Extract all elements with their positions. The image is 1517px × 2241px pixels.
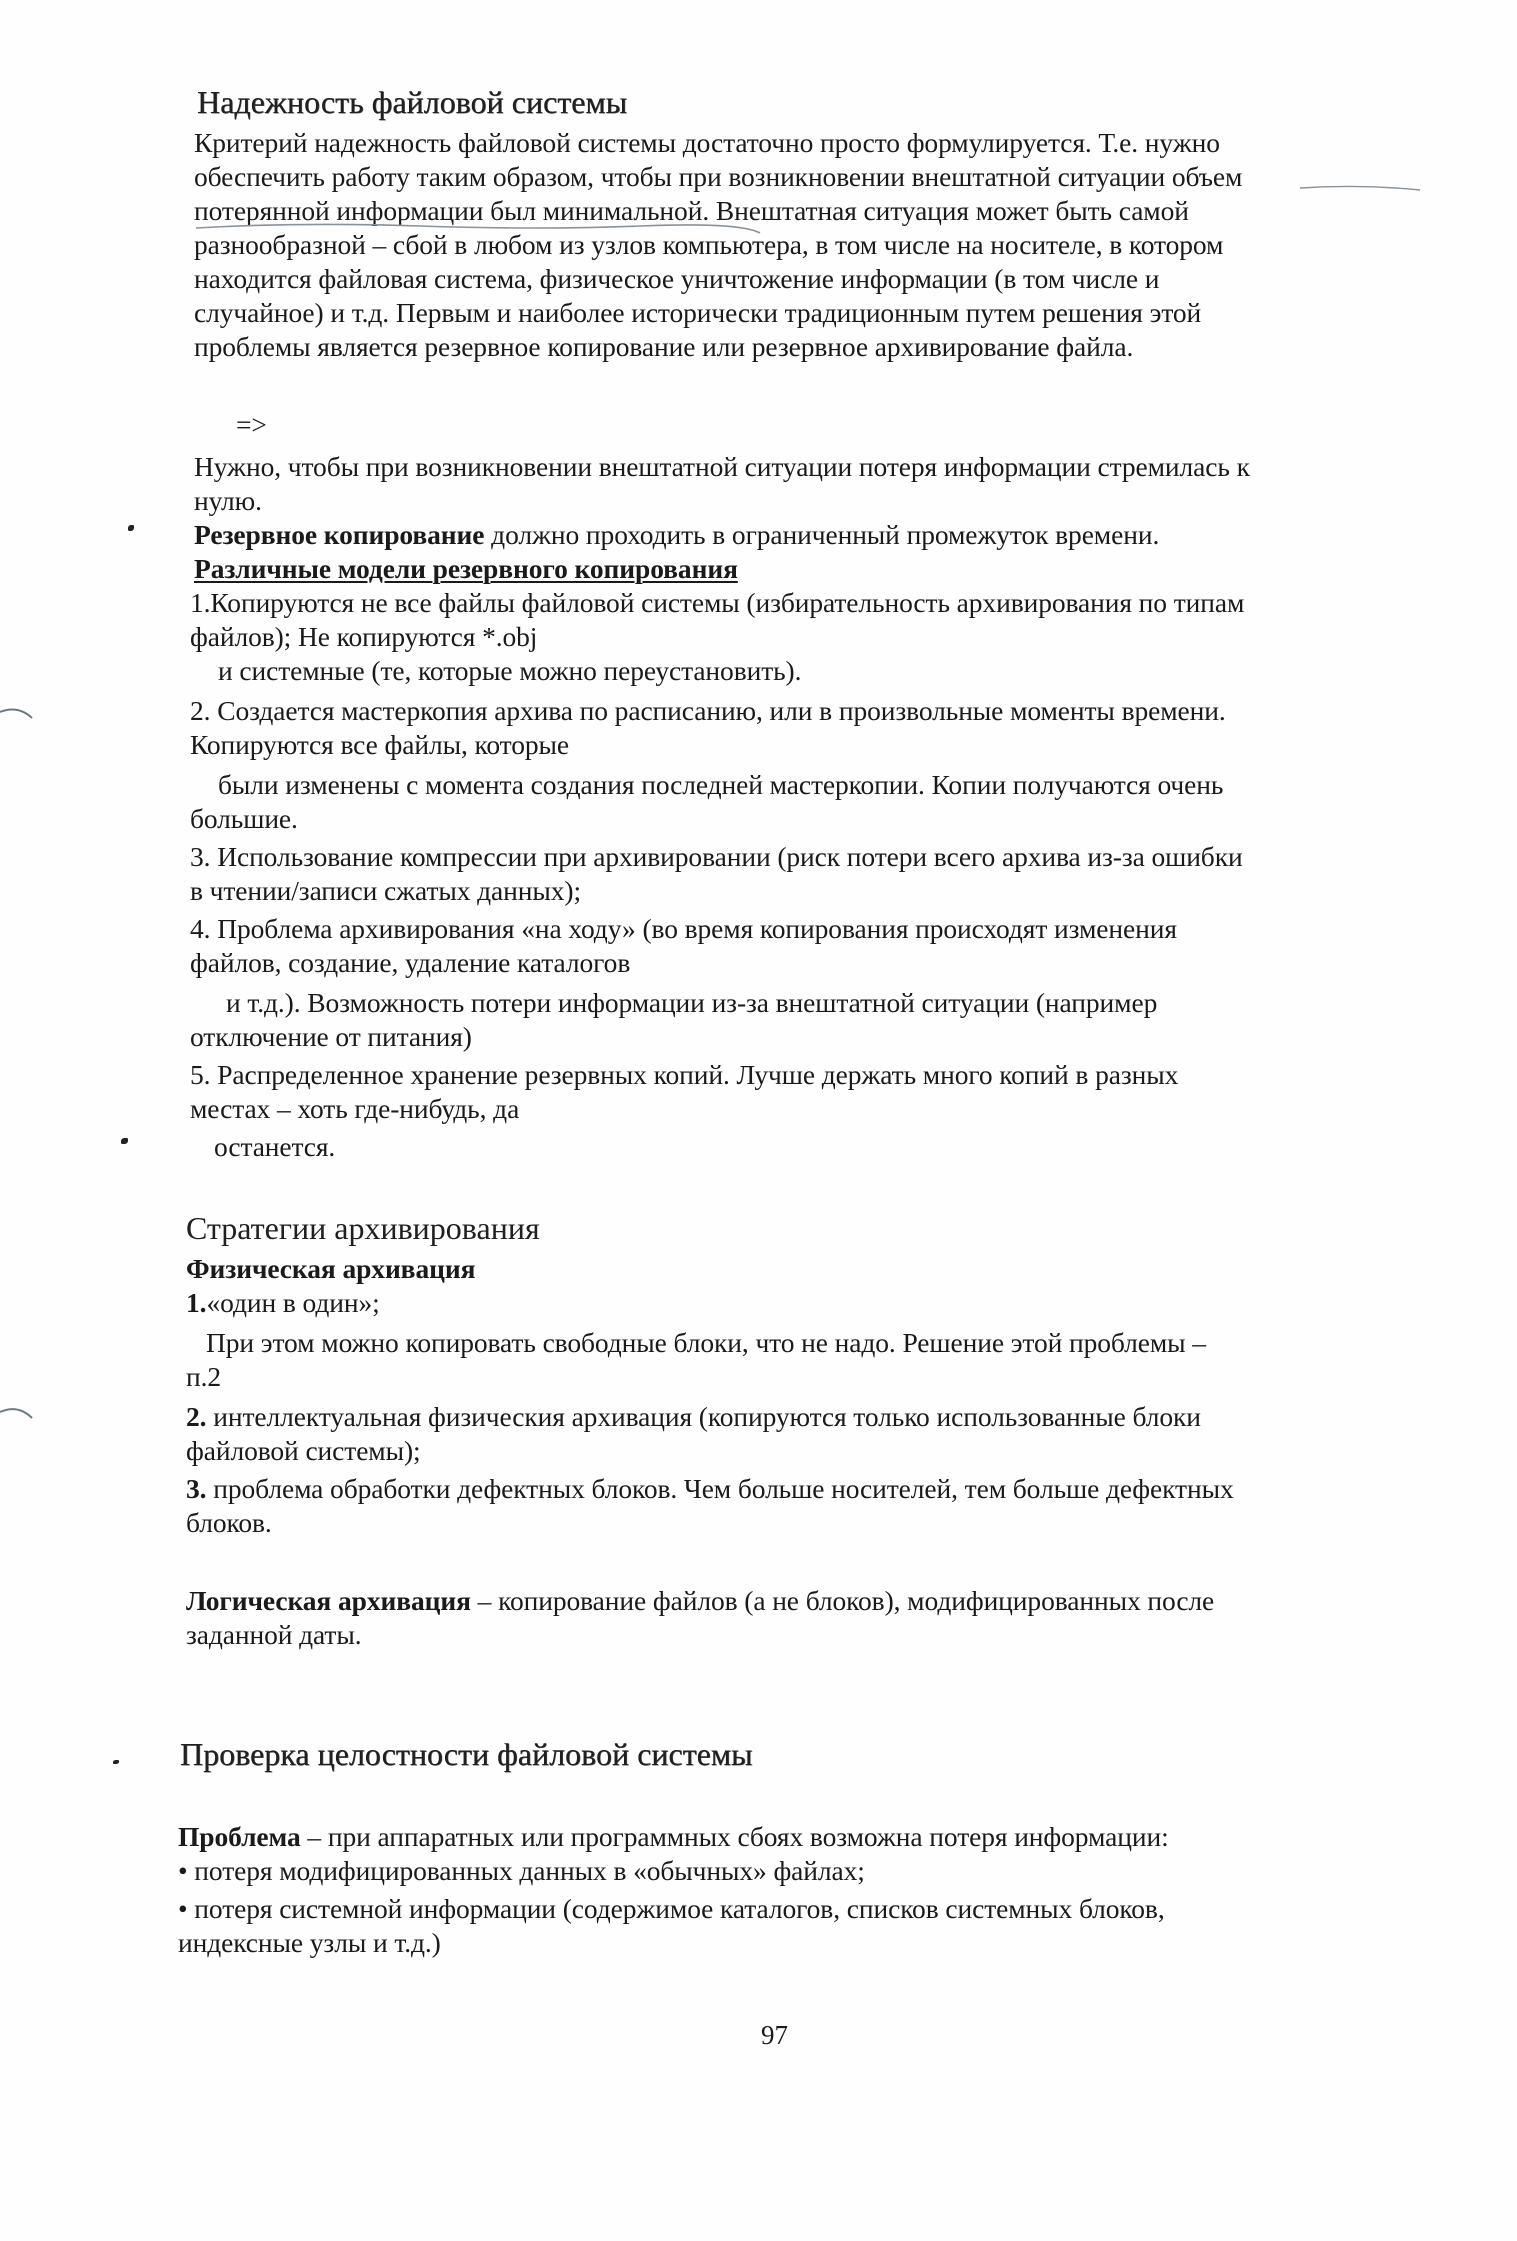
paragraph-line: потерянной информации был минимальной. Внештатная ситуация может быть самой	[194, 195, 1189, 226]
list-item: и т.д.). Возможность потери информации из-за внештатной ситуации (например	[226, 987, 1158, 1018]
strategy-item-2	[186, 1400, 1201, 1434]
physical-heading-text: Физическая архивация	[186, 1253, 476, 1284]
list-item: были изменены с момента создания последней мастеркопии. Копии получаются очень	[218, 769, 1224, 800]
list-item: файлов, создание, удаление каталогов	[190, 947, 631, 978]
backup-text: должно проходить в ограниченный промежуток времени.	[484, 519, 1160, 550]
hole-punch-curve	[0, 1409, 32, 1418]
backup-statement	[194, 518, 1159, 552]
hole-punch-curve	[0, 710, 32, 718]
list-item: местах – хоть где-нибудь, да	[190, 1093, 520, 1124]
strategy-item-3	[186, 1472, 1234, 1506]
list-item: Копируются все файлы, которые	[190, 729, 569, 760]
logical-archiving	[186, 1584, 1214, 1618]
list-item: в чтении/записи сжатых данных);	[190, 875, 582, 906]
strategy-item-2-cont: файловой системы);	[186, 1435, 421, 1466]
problem-text: – при аппаратных или программных сбоях возможна потеря информации:	[300, 1821, 1169, 1852]
strategy-note: При этом можно копировать свободные блоки, что не надо. Решение этой проблемы –	[206, 1327, 1206, 1358]
bullet-item-cont: индексные узлы и т.д.)	[178, 1927, 441, 1958]
paragraph-line: проблемы является резервное копирование или резервное архивирование файла.	[194, 331, 1134, 362]
paragraph-line: разнообразной – сбой в любом из узлов компьютера, в том числе на носителе, в котором	[194, 229, 1224, 260]
paragraph-line: случайное) и т.д. Первым и наиболее исторически традиционным путем решения этой	[194, 297, 1202, 328]
problem-statement	[178, 1820, 1169, 1854]
section-title-reliability: Надежность файловой системы	[197, 84, 628, 120]
bullet-item: • потеря системной информации (содержимое каталогов, списков системных блоков,	[178, 1893, 1165, 1924]
logical-archiving-cont: заданной даты.	[186, 1619, 362, 1650]
list-item: 2. Создается мастеркопия архива по расписанию, или в произвольные моменты времени.	[190, 695, 1226, 726]
page-number: 97	[761, 2020, 788, 2050]
item-number: 2.	[186, 1401, 207, 1432]
list-item: 4. Проблема архивирования «на ходу» (во время копирования происходят изменения	[190, 913, 1177, 944]
models-heading-text: Различные модели резервного копирования	[194, 553, 738, 584]
section-title-strategies: Стратегии архивирования	[186, 1210, 540, 1246]
list-item: 1.Копируются не все файлы файловой системы (избирательность архивирования по типам	[190, 587, 1245, 618]
strategy-item-1	[186, 1286, 380, 1320]
logical-text: – копирование файлов (а не блоков), модифицированных после	[470, 1585, 1215, 1616]
list-item: файлов); Не копируются *.obj	[190, 621, 538, 652]
item-text: «один в один»;	[206, 1287, 380, 1318]
list-item: отключение от питания)	[190, 1021, 472, 1052]
margin-mark	[121, 1138, 128, 1144]
list-item: 3. Использование компрессии при архивировании (риск потери всего архива из-за ошибки	[190, 841, 1243, 872]
strategy-item-3-cont: блоков.	[186, 1507, 272, 1538]
goal-line: Нужно, чтобы при возникновении внештатной ситуации потеря информации стремилась к	[194, 451, 1250, 482]
physical-heading	[186, 1252, 475, 1286]
paragraph-line: Критерий надежность файловой системы достаточно просто формулируется. Т.е. нужно	[194, 127, 1220, 158]
pencil-underline	[1300, 186, 1420, 190]
models-heading	[194, 552, 738, 586]
item-text: интеллектуальная физическия архивация (копируются только использованные блоки	[206, 1401, 1201, 1432]
logical-term: Логическая архивация	[186, 1585, 471, 1616]
list-item: 5. Распределенное хранение резервных копий. Лучше держать много копий в разных	[190, 1059, 1179, 1090]
paragraph-line: находится файловая система, физическое уничтожение информации (в том числе и	[194, 263, 1160, 294]
backup-term: Резервное копирование	[194, 519, 485, 550]
section-title-integrity: Проверка целостности файловой системы	[180, 1736, 753, 1772]
list-item: и системные (те, которые можно переустановить).	[218, 655, 802, 686]
margin-mark	[128, 525, 134, 531]
problem-term: Проблема	[178, 1821, 301, 1852]
margin-mark	[113, 1760, 119, 1764]
arrow-symbol: =>	[236, 409, 267, 440]
strategy-note: п.2	[186, 1361, 222, 1392]
list-item: останется.	[214, 1131, 336, 1162]
item-text: проблема обработки дефектных блоков. Чем больше носителей, тем больше дефектных	[206, 1473, 1234, 1504]
list-item: большие.	[190, 803, 298, 834]
paragraph-line: обеспечить работу таким образом, чтобы при возникновении внештатной ситуации объем	[194, 161, 1243, 192]
bullet-item: • потеря модифицированных данных в «обычных» файлах;	[178, 1855, 865, 1886]
goal-line: нулю.	[194, 485, 262, 516]
item-number: 3.	[186, 1473, 207, 1504]
item-number: 1.	[186, 1287, 207, 1318]
